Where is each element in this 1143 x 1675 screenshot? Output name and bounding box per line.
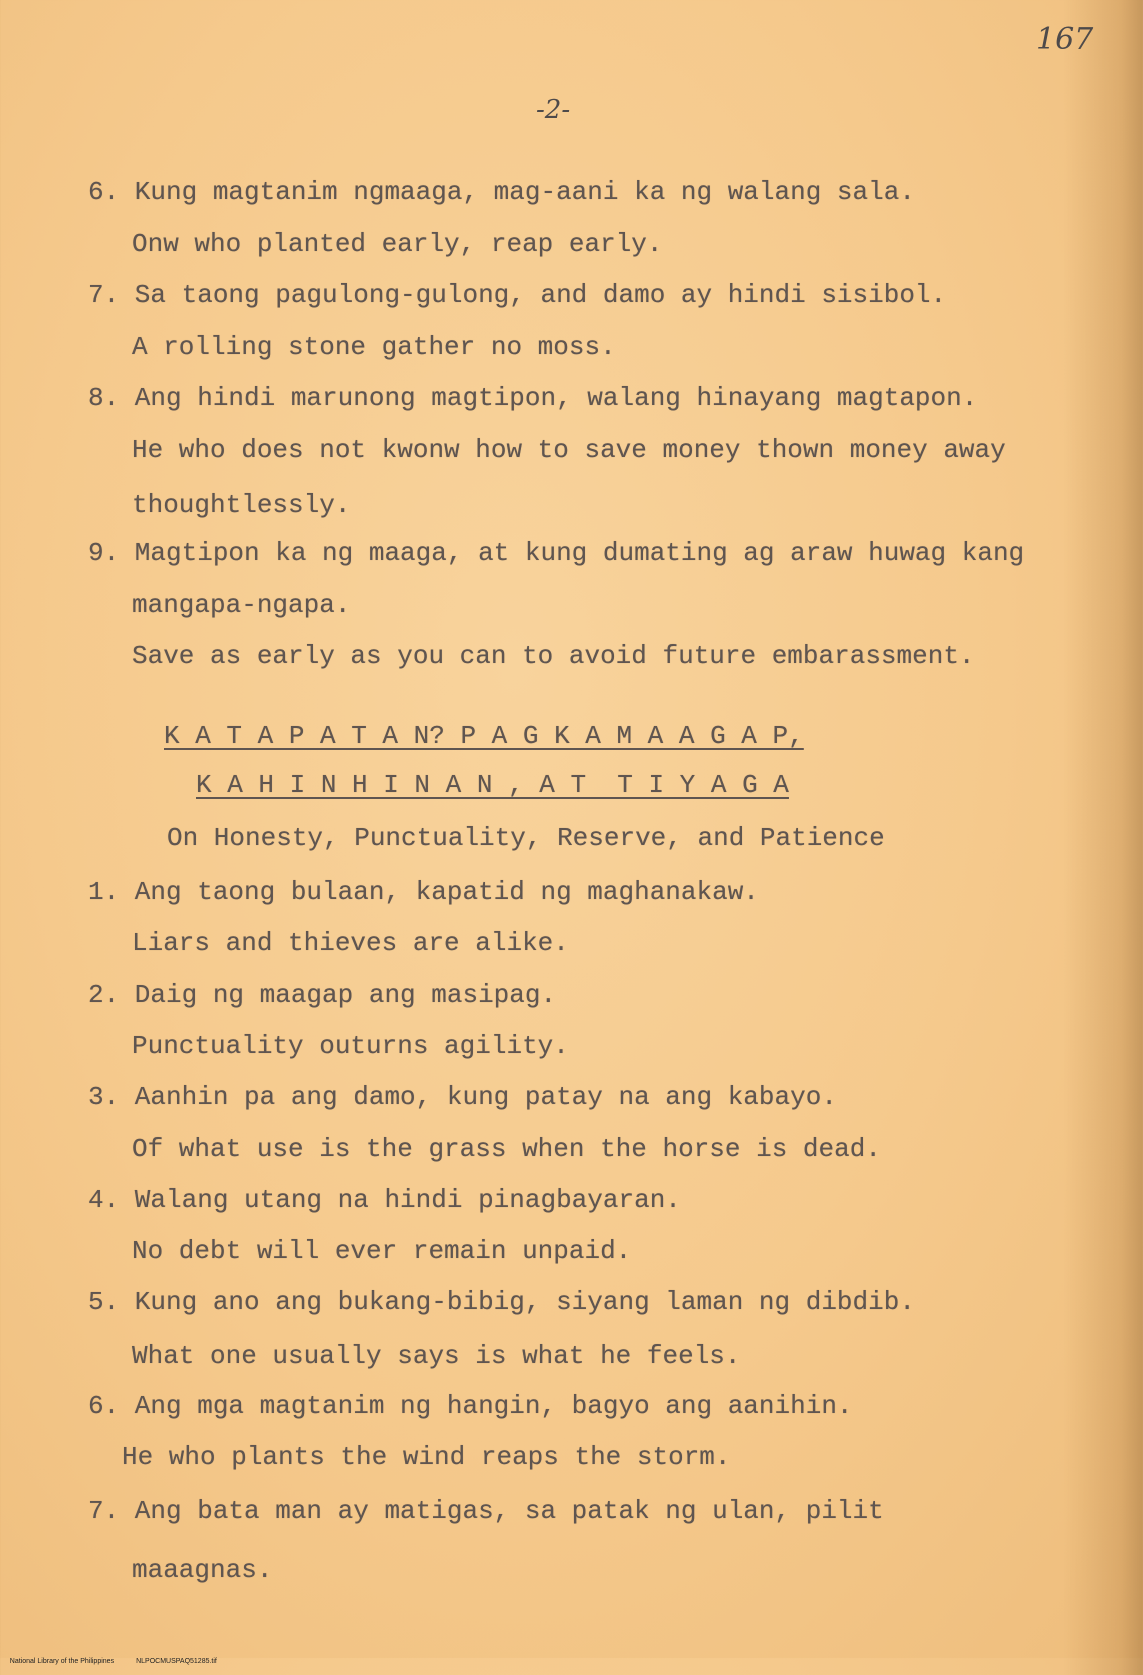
proverb-tagalog: mangapa-ngapa. bbox=[132, 590, 351, 620]
proverb-tagalog: 7. Ang bata man ay matigas, sa patak ng ulan, pilit bbox=[88, 1496, 884, 1526]
section-heading-line1: K A T A P A T A N? P A G K A M A A G A P, bbox=[164, 721, 804, 751]
section-heading-line2: K A H I N H I N A N , A T T I Y A G A bbox=[196, 770, 789, 800]
proverb-english: He who plants the wind reaps the storm. bbox=[122, 1442, 731, 1472]
proverb-tagalog: 5. Kung ano ang bukang-bibig, siyang laman ng dibdib. bbox=[88, 1287, 915, 1317]
proverb-tagalog: 6. Ang mga magtanim ng hangin, bagyo ang aanihin. bbox=[88, 1391, 853, 1421]
page-number: -2- bbox=[536, 95, 571, 125]
proverb-english: What one usually says is what he feels. bbox=[132, 1341, 741, 1371]
footer-filename: NLPOCMUSPAQ51285.tif bbox=[136, 1658, 217, 1665]
proverb-english: Onw who planted early, reap early. bbox=[132, 229, 663, 259]
proverb-english: Of what use is the grass when the horse is dead. bbox=[132, 1134, 881, 1164]
proverb-english: No debt will ever remain unpaid. bbox=[132, 1236, 632, 1266]
scan-footer bbox=[2, 1648, 239, 1675]
proverb-tagalog: 7. Sa taong pagulong-gulong, and damo ay hindi sisibol. bbox=[88, 280, 947, 310]
proverb-english: Save as early as you can to avoid future embarassment. bbox=[132, 641, 975, 671]
section-subtitle: On Honesty, Punctuality, Reserve, and Patience bbox=[167, 823, 885, 853]
proverb-english: A rolling stone gather no moss. bbox=[132, 332, 616, 362]
proverb-english: Liars and thieves are alike. bbox=[132, 928, 569, 958]
proverb-english: thoughtlessly. bbox=[132, 490, 351, 520]
folio-number: 167 bbox=[1036, 22, 1094, 57]
proverb-tagalog: 9. Magtipon ka ng maaga, at kung dumating ag araw huwag kang bbox=[88, 538, 1025, 568]
proverb-tagalog: 1. Ang taong bulaan, kapatid ng maghanakaw. bbox=[88, 877, 759, 907]
footer-library: National Library of the Philippines bbox=[9, 1658, 115, 1665]
proverb-tagalog: 6. Kung magtanim ngmaaga, mag-aani ka ng walang sala. bbox=[88, 177, 915, 207]
proverb-tagalog: 2. Daig ng maagap ang masipag. bbox=[88, 980, 557, 1010]
proverb-tagalog: 3. Aanhin pa ang damo, kung patay na ang kabayo. bbox=[88, 1082, 837, 1112]
proverb-english: He who does not kwonw how to save money thown money away bbox=[132, 435, 1006, 465]
proverb-tagalog: 8. Ang hindi marunong magtipon, walang hinayang magtapon. bbox=[88, 383, 978, 413]
proverb-english: Punctuality outurns agility. bbox=[132, 1031, 569, 1061]
proverb-tagalog: maaagnas. bbox=[132, 1555, 273, 1585]
proverb-tagalog: 4. Walang utang na hindi pinagbayaran. bbox=[88, 1185, 681, 1215]
